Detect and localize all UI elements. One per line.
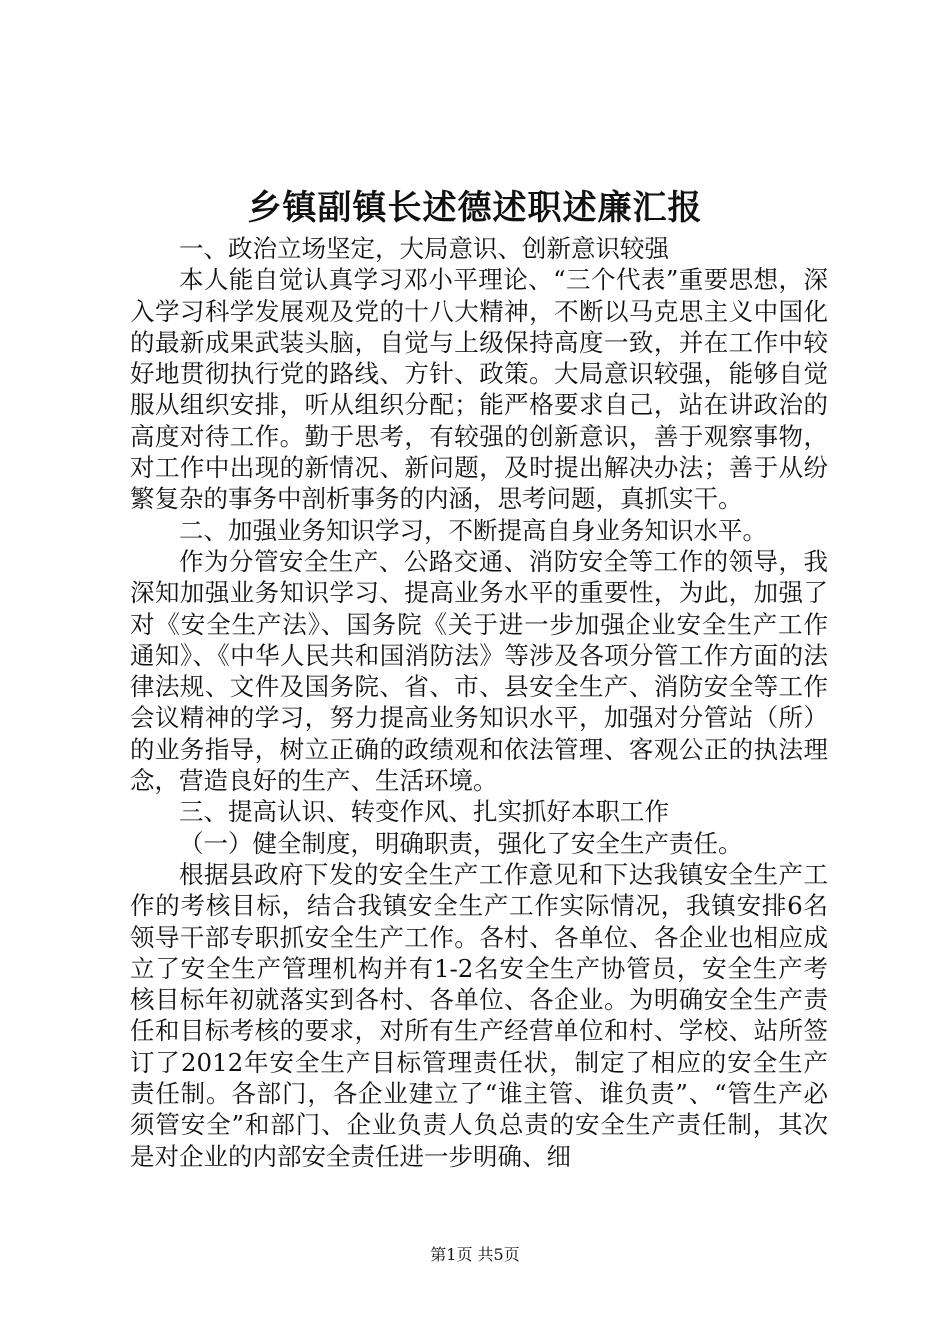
section-heading-3: 三、提高认识、转变作风、扎实抓好本职工作: [179, 797, 669, 827]
document-body: [130, 233, 828, 1172]
section-heading-2: 二、加强业务知识学习，不断提高自身业务知识水平。: [179, 515, 767, 545]
paragraph: 作为分管安全生产、公路交通、消防安全等工作的领导，我深知加强业务知识学习、提高业务水平的重要性，为此，加强了对《安全生产法》、国务院《关于进一步加强企业安全生产工作通知》、《中华人民共和国消防法》等涉及各项分管工作方面的法律法规、文件及国务院、省、市、县安全生产、消防安全等工作会议精神的学习，努力提高业务知识水平，加强对分管站（所）的业务指导，树立正确的政绩观和依法管理、客观公正的执法理念，营造良好的生产、生活环境。: [130, 546, 828, 796]
paragraph: 本人能自觉认真学习邓小平理论、“三个代表”重要思想，深入学习科学发展观及党的十八大精神，不断以马克思主义中国化的最新成果武装头脑，自觉与上级保持高度一致，并在工作中较好地贯彻执行党的路线、方针、政策。大局意识较强，能够自觉服从组织安排，听从组织分配；能严格要求自己，站在讲政治的高度对待工作。勤于思考，有较强的创新意识，善于观察事物，对工作中出现的新情况、新问题，及时提出解决办法；善于从纷繁复杂的事务中剖析事务的内涵，思考问题，真抓实干。: [130, 265, 828, 514]
page-number-footer: 第1页 共5页: [430, 1245, 520, 1264]
paragraph: 根据县政府下发的安全生产工作意见和下达我镇安全生产工作的考核目标，结合我镇安全生产工作实际情况，我镇安排6名领导干部专职抓安全生产工作。各村、各单位、各企业也相应成立了安全生产管理机构并有1-2名安全生产协管员，安全生产考核目标年初就落实到各村、各单位、各企业。为明确安全生产责任和目标考核的要求，对所有生产经营单位和村、学校、站所签订了2012年安全生产目标管理责任状，制定了相应的安全生产责任制。各部门，各企业建立了“谁主管、谁负责”、“管生产必须管安全”和部门、企业负责人负总责的安全生产责任制，其次是对企业的内部安全责任进一步明确、细: [130, 859, 828, 1171]
subsection-heading: （一）健全制度，明确职责，强化了安全生产责任。: [179, 828, 743, 858]
document-title: 乡镇副镇长述德述职述廉汇报: [247, 188, 703, 228]
section-heading-1: 一、政治立场坚定，大局意识、创新意识较强: [179, 234, 669, 263]
